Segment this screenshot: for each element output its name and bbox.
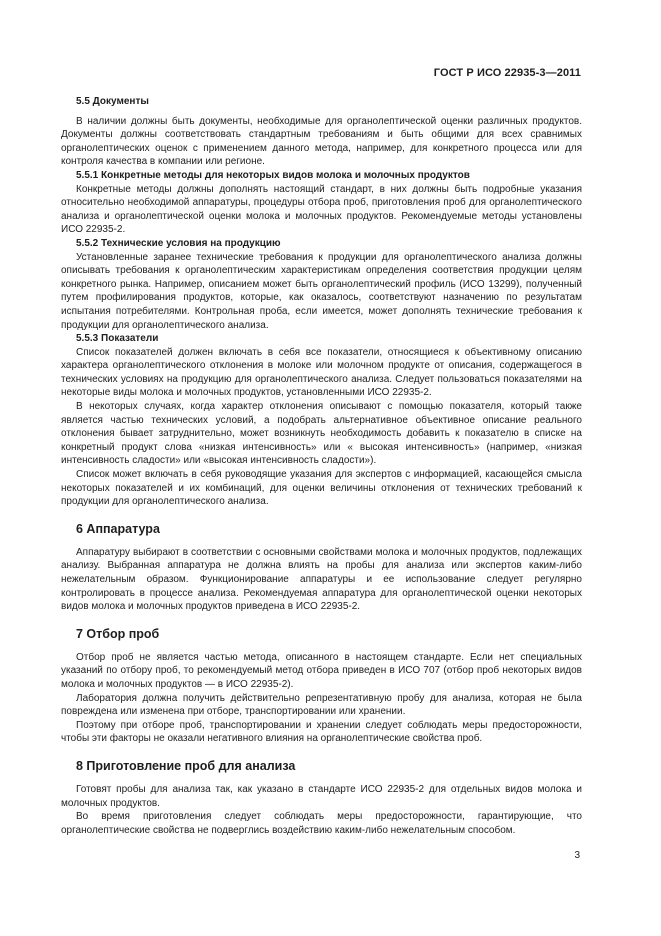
paragraph: Готовят пробы для анализа так, как указано в стандарте ИСО 22935-2 для отдельных видов молока и молочных продуктов. [61,783,582,809]
paragraph: В некоторых случаях, когда характер отклонения описывают с помощью показателя, который также является частью технических условий, а подобрать альтернативное объективное описание реального отклонения бывает затруднительно, может возникнуть необходимость добавить к показателю в списке на конкретный продукт слова «низкая интенсивность» или « высокая интенсивность» (например, «низкая интенсивность сладости» или «высокая интенсивность сладости»). [61,401,582,467]
paragraph: Поэтому при отборе проб, транспортировании и хранении следует соблюдать меры предосторожности, чтобы эти факторы не оказали негативного влияния на органолептические свойства проб. [61,719,582,745]
paragraph: Список показателей должен включать в себя все показатели, относящиеся к объективному описанию характера органолептического отклонения в молоке или молочном продукте от описания, содержащегося в технических условиях на продукцию для органолептического анализа. Следует пользоваться показателями на некоторые виды молока и молочных продуктов, установленными ИСО 22935-2. [61,346,582,399]
paragraph: Установленные заранее технические требования к продукции для органолептического анализа должны описывать требования к органолептическим характеристикам определения соответствия продукции целям конкретного рынка. Например, описанием может быть органолептический профиль (ИСО 13299), полученный путем профилирования продуктов, которые, как оказалось, соответствуют назначению по результатам испытания потребителями. Контрольная проба, если имеется, может дополнять технические требования к продукции для органолептического анализа. [61,251,582,331]
document-body [61,95,582,837]
heading-section-7: 7 Отбор проб [76,626,160,641]
document-header: ГОСТ Р ИСО 22935-3—2011 [433,67,581,79]
paragraph: Список может включать в себя руководящие указания для экспертов с информацией, касающейся смысла некоторых показателей и их комбинаций, для оценки величины отклонения от технических требований к продукции для органолептического анализа. [61,469,582,508]
heading-5-5-2: 5.5.2 Технические условия на продукцию [76,237,281,249]
heading-5-5-1: 5.5.1 Конкретные методы для некоторых видов молока и молочных продуктов [76,169,470,181]
heading-5-5-3: 5.5.3 Показатели [76,333,159,345]
heading-5-5: 5.5 Документы [76,96,149,107]
paragraph: В наличии должны быть документы, необходимые для органолептической оценки различных продуктов. Документы должны соответствовать стандартным требованиям и быть общими для всех сравнимых органолептических оценок с применением данного метода, например, для конкретного процесса или для контроля качества в компании или регионе. [61,115,582,168]
heading-section-6: 6 Аппаратура [76,521,160,536]
paragraph: Конкретные методы должны дополнять настоящий стандарт, в них должны быть подробные указания относительно необходимой аппаратуры, процедуры отбора проб, приготовления проб для органолептического анализа и органолептической оценки молока и молочных продуктов. Рекомендуемые методы установлены ИСО 22935-2. [61,183,582,236]
paragraph: Отбор проб не является частью метода, описанного в настоящем стандарте. Если нет специальных указаний по отбору проб, то рекомендуемый метод отбора приведен в ИСО 707 (отбор проб некоторых видов молока и молочных продуктов — в ИСО 22935-2). [61,651,582,690]
paragraph: Во время приготовления следует соблюдать меры предосторожности, гарантирующие, что органолептические свойства не подверглись воздействию каким-либо нежелательным способом. [61,811,582,836]
heading-section-8: 8 Приготовление проб для анализа [76,758,296,773]
page-number: 3 [574,850,580,861]
paragraph: Лаборатория должна получить действительно репрезентативную пробу для анализа, которая не была повреждена или изменена при отборе, транспортировании или хранении. [61,692,582,718]
paragraph: Аппаратуру выбирают в соответствии с основными свойствами молока и молочных продуктов, подлежащих анализу. Выбранная аппаратура не должна влиять на пробы для анализа или экспертов каким-либо нежелательным образом. Функционирование аппаратуры и ее использование следует регулярно контролировать в процессе анализа. Рекомендуемая аппаратура для органолептической оценки некоторых видов молока и молочных продуктов приведена в ИСО 22935-2. [61,546,582,613]
